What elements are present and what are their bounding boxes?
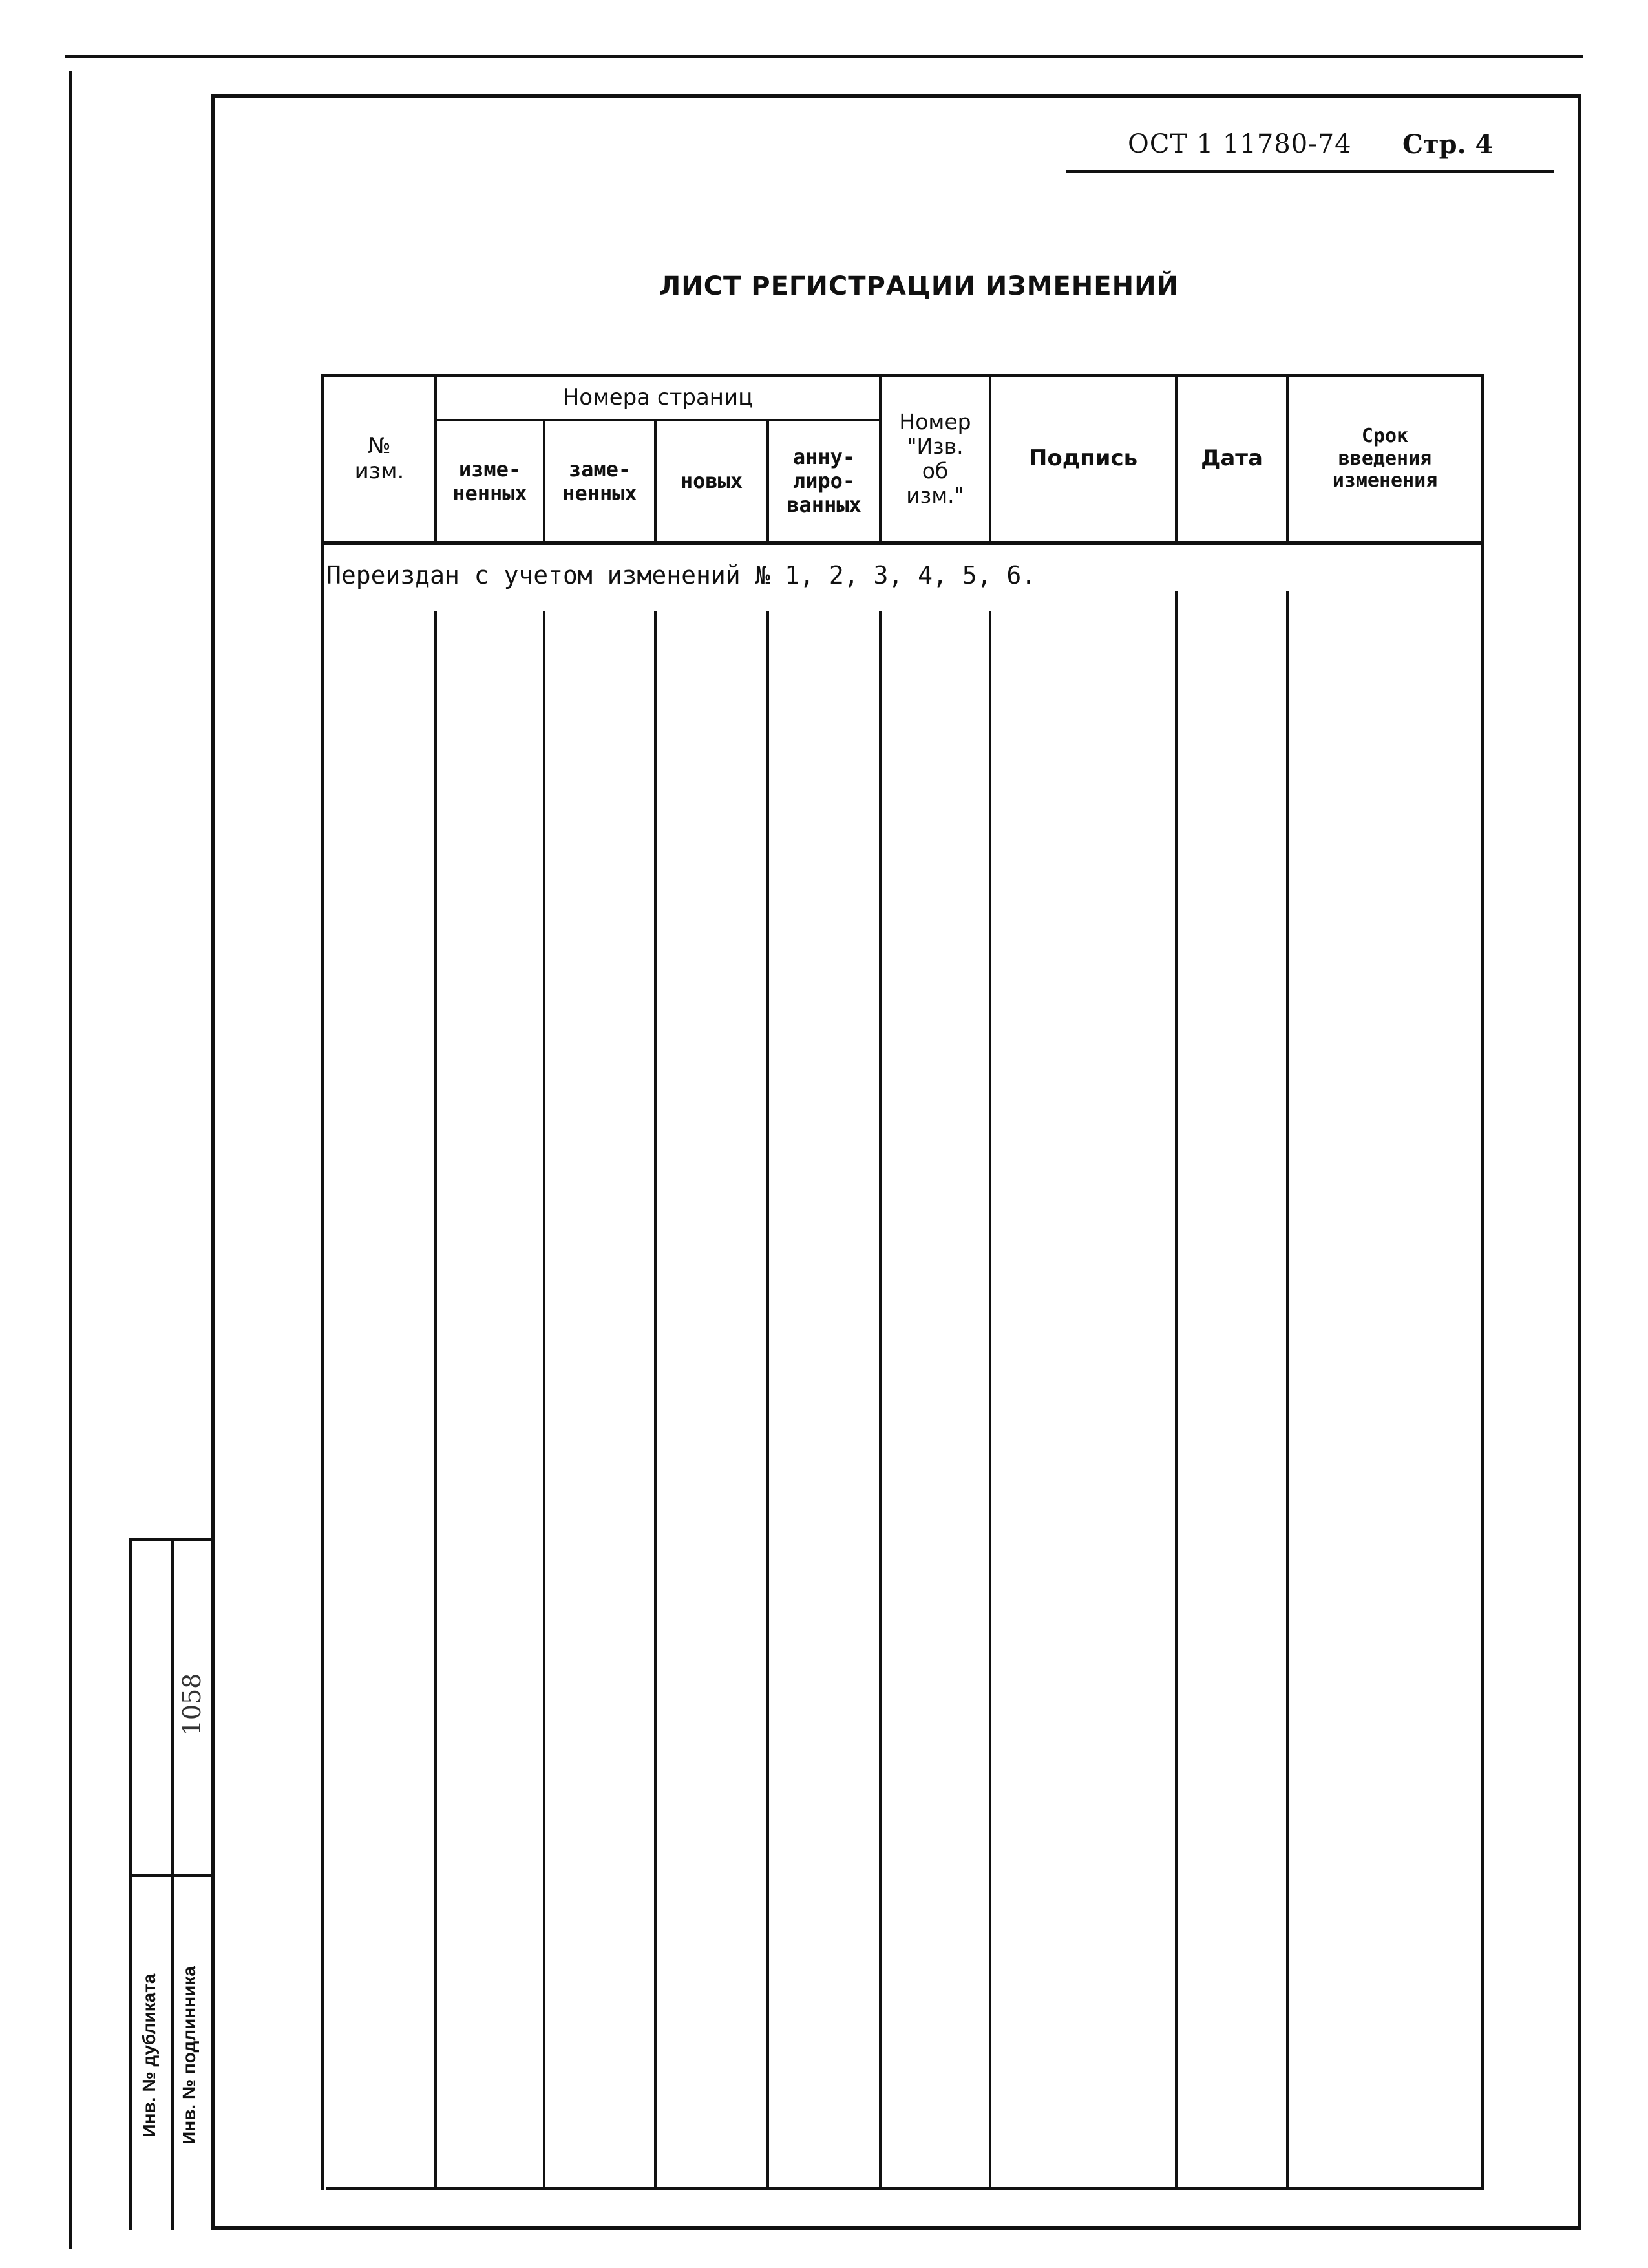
column-header-annulled: анну- лиро- ванных bbox=[787, 445, 861, 517]
reissue-note: Переиздан с учетом изменений № 1, 2, 3, 4, 5, 6. bbox=[326, 561, 1037, 589]
column-group-page-numbers: Номера страниц bbox=[562, 384, 754, 410]
table-right-border bbox=[1481, 374, 1484, 2190]
column-header-notice-number: Номер "Изв. об изм." bbox=[899, 409, 971, 508]
column-line bbox=[879, 611, 882, 2188]
column-header-new: новых bbox=[680, 469, 743, 494]
column-header-deadline: Срок введения изменения bbox=[1332, 425, 1438, 493]
stamp-middle-border bbox=[171, 1538, 174, 2230]
duplicate-inventory-label: Инв. № дубликата bbox=[139, 1973, 159, 2137]
column-header-date: Дата bbox=[1201, 445, 1263, 472]
column-line bbox=[543, 611, 545, 2188]
column-line bbox=[654, 611, 657, 2188]
page-top-rule bbox=[65, 55, 1583, 58]
stamp-left-border bbox=[129, 1538, 132, 2230]
column-line bbox=[434, 611, 437, 2188]
page-left-rule bbox=[69, 71, 72, 2249]
original-inventory-label: Инв. № подлинника bbox=[179, 1966, 199, 2145]
stamp-top-border bbox=[129, 1538, 213, 1541]
stamp-separator bbox=[129, 1874, 213, 1877]
column-header-change-number: № изм. bbox=[354, 432, 405, 484]
column-header-signature: Подпись bbox=[1028, 445, 1138, 472]
column-header-replaced: заме- ненных bbox=[562, 456, 637, 505]
table-header-bottom-border bbox=[321, 541, 1484, 545]
table-left-border bbox=[321, 374, 324, 2190]
document-number: ОСТ 1 11780-74 bbox=[1128, 129, 1352, 159]
column-line bbox=[766, 611, 769, 2188]
original-inventory-value: 1058 bbox=[178, 1673, 206, 1736]
column-line bbox=[1286, 591, 1289, 2188]
column-line bbox=[1175, 591, 1178, 2188]
header-underline bbox=[1066, 170, 1554, 173]
table-bottom-border bbox=[326, 2187, 1484, 2190]
page-title: ЛИСТ РЕГИСТРАЦИИ ИЗМЕНЕНИЙ bbox=[659, 271, 1179, 301]
column-header-changed: изме- ненных bbox=[452, 456, 527, 505]
column-line bbox=[989, 611, 991, 2188]
page-number: Стр. 4 bbox=[1402, 129, 1494, 160]
